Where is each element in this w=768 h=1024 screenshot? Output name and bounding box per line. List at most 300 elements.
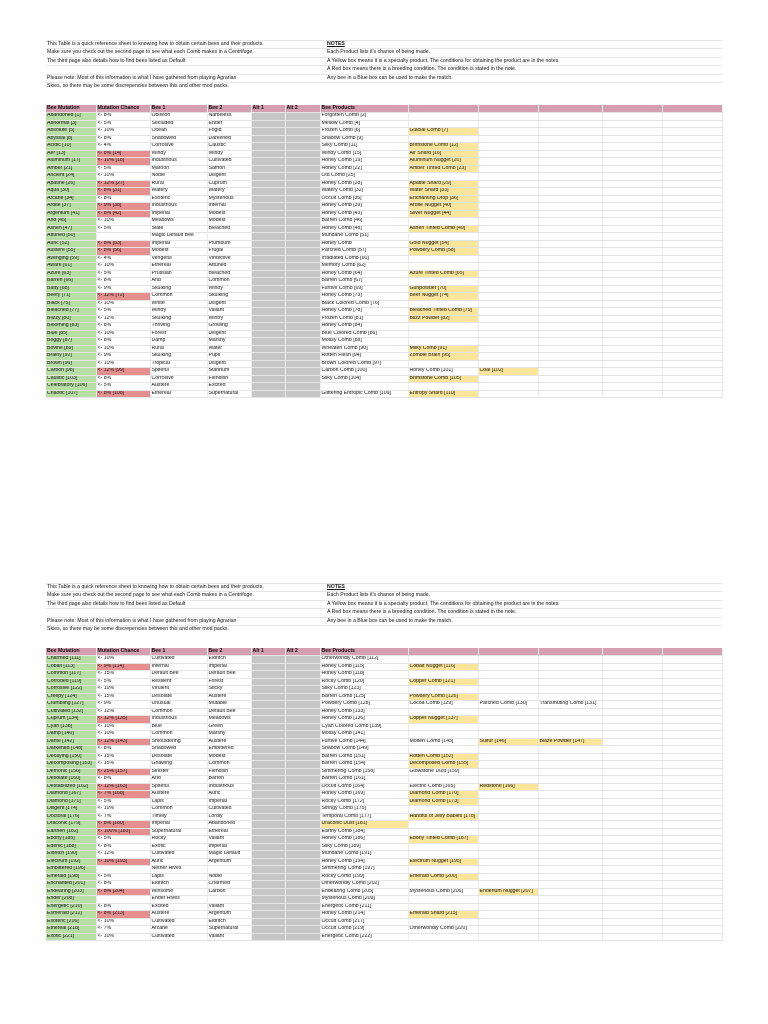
alt2-cell xyxy=(285,240,320,248)
info-row xyxy=(46,40,722,48)
bee-product-cell: Cyan Colored Comb [139] xyxy=(320,723,408,731)
alt1-cell xyxy=(251,218,285,226)
note-text: Any bee in a Blue box can be used to make the match. xyxy=(327,74,453,81)
bee-product-cell xyxy=(602,240,662,248)
alt2-cell xyxy=(285,338,320,346)
alt2-cell xyxy=(285,113,320,121)
mutation-chance-cell: <- 8% [204] xyxy=(96,888,150,896)
table-row xyxy=(46,218,722,226)
notes-title: NOTES xyxy=(327,41,345,47)
bee-mutation-cell: Ethereal [218] xyxy=(46,926,96,934)
bee-product-cell xyxy=(478,911,538,919)
table-row xyxy=(46,195,722,203)
bee-product-cell xyxy=(662,708,722,716)
bee-mutation-cell: Charmed [111] xyxy=(46,656,96,664)
alt2-cell xyxy=(285,881,320,889)
mutation-chance-cell: <- 15% xyxy=(96,693,150,701)
table-row xyxy=(46,731,722,739)
info-block xyxy=(46,40,722,90)
alt1-cell xyxy=(251,165,285,173)
bee-product-cell xyxy=(602,708,662,716)
bee-product-cell xyxy=(538,693,602,701)
intro-text: This Table is a quick reference sheet to knowing how to obtain certain bees and their products. xyxy=(47,584,264,590)
bee-product-cell: Ashen Tinted Comb [49] xyxy=(408,225,478,233)
bee1-cell: Austere xyxy=(150,383,207,391)
mutation-chance-cell: <- 8% [108] xyxy=(96,390,150,398)
mutation-chance-cell: <- 10% xyxy=(96,128,150,136)
bee-product-cell xyxy=(408,338,478,346)
info-row xyxy=(46,74,722,82)
alt2-cell xyxy=(285,165,320,173)
bee-product-cell xyxy=(662,813,722,821)
bee2-cell: Skulking xyxy=(207,293,251,301)
column-header xyxy=(602,105,662,113)
bee-product-cell xyxy=(538,776,602,784)
bee-product-cell xyxy=(602,390,662,398)
bee1-cell: Industrious xyxy=(150,203,207,211)
bee-product-cell xyxy=(662,150,722,158)
table-row xyxy=(46,233,722,241)
bee-product-cell xyxy=(408,120,478,128)
bee-mutation-cell: Cobalt [113] xyxy=(46,663,96,671)
bee-product-cell xyxy=(478,240,538,248)
table-row xyxy=(46,293,722,301)
bee-product-cell xyxy=(602,828,662,836)
alt1-cell xyxy=(251,701,285,709)
bee-product-cell: Mossy Comb [88] xyxy=(320,338,408,346)
alt2-cell xyxy=(285,375,320,383)
alt1-cell xyxy=(251,746,285,754)
bee-product-cell xyxy=(602,761,662,769)
bee-product-cell xyxy=(478,716,538,724)
mutation-chance-cell: <- 8% xyxy=(96,278,150,286)
bee1-cell: Cultivated xyxy=(150,918,207,926)
bee-product-cell xyxy=(662,143,722,151)
bee2-cell: Plumbum xyxy=(207,240,251,248)
column-header: Bee 1 xyxy=(150,648,207,656)
bee-product-cell xyxy=(662,656,722,664)
bee-product-cell xyxy=(662,746,722,754)
alt1-cell xyxy=(251,911,285,919)
bee-product-cell: Rocky Comb [199] xyxy=(320,873,408,881)
bee-product-cell: Honey Comb [101] xyxy=(408,368,478,376)
alt2-cell xyxy=(285,255,320,263)
alt1-cell xyxy=(251,768,285,776)
bee-product-cell xyxy=(408,843,478,851)
alt2-cell xyxy=(285,285,320,293)
bee-product-cell xyxy=(478,315,538,323)
table-row xyxy=(46,255,722,263)
info-row xyxy=(46,57,722,65)
table-row xyxy=(46,828,722,836)
bee-product-cell xyxy=(538,150,602,158)
mutation-chance-cell: <- 10% xyxy=(96,686,150,694)
bee-product-cell: Honey Comb [39] xyxy=(320,203,408,211)
bee-product-cell: Aluminum Nugget [20] xyxy=(408,158,478,166)
bee-product-cell: Blaze Powder [147] xyxy=(538,738,602,746)
column-header: Bee Products xyxy=(320,648,408,656)
table-row xyxy=(46,798,722,806)
mutation-chance-cell: <- 5% xyxy=(96,873,150,881)
bee-product-cell xyxy=(538,248,602,256)
mutation-chance-cell: <- 5% xyxy=(96,270,150,278)
bee-product-cell: Enderium Nugget [207] xyxy=(478,888,538,896)
mutation-chance-cell: <- 12% [143] xyxy=(96,738,150,746)
mutation-chance-cell: <- 7% [168] xyxy=(96,791,150,799)
table-row xyxy=(46,128,722,136)
bee1-cell: Magic Default Bee xyxy=(150,233,207,241)
bee-product-cell xyxy=(662,731,722,739)
bee-product-cell xyxy=(662,240,722,248)
bee-mutation-cell: Bovine [89] xyxy=(46,345,96,353)
intro-text: Skies, so there may be some discrepencies between this and other mod packs. xyxy=(47,82,229,89)
alt1-cell xyxy=(251,738,285,746)
bee-product-cell: Brimstone Comb [12] xyxy=(408,143,478,151)
mutation-chance-cell: <- 10% xyxy=(96,806,150,814)
bee-product-cell xyxy=(538,761,602,769)
bee-product-cell xyxy=(538,383,602,391)
bee-mutation-cell: Bleached [77] xyxy=(46,308,96,316)
bee-product-cell xyxy=(408,881,478,889)
bee-product-cell: Honey Comb [43] xyxy=(320,210,408,218)
bee1-cell: Cultivated xyxy=(150,656,207,664)
bee2-cell: Stannum xyxy=(207,368,251,376)
bee-product-cell: Occult Comb [219] xyxy=(320,926,408,934)
bee-mutation-cell: Cuprum [134] xyxy=(46,716,96,724)
bee-product-cell xyxy=(478,150,538,158)
alt1-cell xyxy=(251,345,285,353)
bee-product-cell xyxy=(662,761,722,769)
alt1-cell xyxy=(251,828,285,836)
bee1-cell: Exotic xyxy=(150,843,207,851)
bee-product-cell: Gold Nugget [54] xyxy=(408,240,478,248)
bee-product-cell xyxy=(602,911,662,919)
bee-product-cell: Black Colored Comb [76] xyxy=(320,300,408,308)
bee-mutation-cell: Decomposing [153] xyxy=(46,761,96,769)
alt2-cell xyxy=(285,128,320,136)
table-row xyxy=(46,330,722,338)
bee-product-cell xyxy=(478,813,538,821)
bee-mutation-cell: Diamond [167] xyxy=(46,791,96,799)
bee-product-cell xyxy=(662,353,722,361)
bee-product-cell: Powdery Comb [58] xyxy=(408,248,478,256)
bee-product-cell: Furtive Comb [69] xyxy=(320,285,408,293)
alt1-cell xyxy=(251,708,285,716)
bee-product-cell: Occult Comb [164] xyxy=(320,783,408,791)
bee-product-cell xyxy=(662,345,722,353)
note-text: Any bee in a Blue box can be used to make the match. xyxy=(327,617,453,624)
bee1-cell: Infernal xyxy=(150,663,207,671)
alt2-cell xyxy=(285,315,320,323)
bee-product-cell xyxy=(602,753,662,761)
alt2-cell xyxy=(285,836,320,844)
bee-product-cell xyxy=(478,903,538,911)
bee-product-cell xyxy=(602,686,662,694)
bee-product-cell xyxy=(538,353,602,361)
intro-text: Make sure you check out the second page to see what each Comb makes in a Centrifuge. xyxy=(47,49,254,56)
table-row xyxy=(46,896,722,904)
bee2-cell: Valiant xyxy=(207,933,251,941)
bee2-cell: Magic Default xyxy=(207,851,251,859)
bee-mutation-cell: Esoteric [216] xyxy=(46,918,96,926)
bee-mutation-cell: Desolate [160] xyxy=(46,776,96,784)
bee-product-cell xyxy=(662,293,722,301)
bee-product-cell: Occult Comb [35] xyxy=(320,195,408,203)
bee-product-cell: Zombie Brain [95] xyxy=(408,353,478,361)
bee-product-cell xyxy=(662,263,722,271)
bee-product-cell xyxy=(538,308,602,316)
bee2-cell: Cultivated xyxy=(207,806,251,814)
column-header: Mutation Chance xyxy=(96,105,150,113)
bee-product-cell xyxy=(602,851,662,859)
info-row xyxy=(46,608,722,616)
bee-mutation-cell: Abyssal [8] xyxy=(46,135,96,143)
bee-product-cell xyxy=(662,888,722,896)
alt2-cell xyxy=(285,195,320,203)
bee-product-cell xyxy=(320,383,408,391)
table-row xyxy=(46,686,722,694)
bee-product-cell xyxy=(408,828,478,836)
bee-product-cell xyxy=(602,716,662,724)
bee-product-cell: Barren Comb [161] xyxy=(320,776,408,784)
bee-product-cell xyxy=(602,158,662,166)
bee-product-cell: Electrum Nugget [195] xyxy=(408,858,478,866)
bee2-cell: Embittered xyxy=(207,746,251,754)
bee-mutation-cell: Esmerald [212] xyxy=(46,911,96,919)
bee-product-cell xyxy=(478,330,538,338)
table-row xyxy=(46,821,722,829)
alt2-cell xyxy=(285,708,320,716)
bee2-cell: Default Bee xyxy=(207,708,251,716)
bee-product-cell xyxy=(408,330,478,338)
bee-product-cell xyxy=(478,173,538,181)
alt2-cell xyxy=(285,278,320,286)
table-row xyxy=(46,761,722,769)
bee-product-cell xyxy=(662,323,722,331)
bee-product-cell xyxy=(478,263,538,271)
bee-product-cell xyxy=(662,806,722,814)
mutation-chance-cell: <- 8% [31] xyxy=(96,188,150,196)
bee-product-cell xyxy=(538,135,602,143)
bee-product-cell xyxy=(478,338,538,346)
bee-mutation-cell: Common [117] xyxy=(46,671,96,679)
bee-product-cell xyxy=(662,218,722,226)
mutation-chance-cell: <- 10% xyxy=(96,360,150,368)
bee2-cell: Water xyxy=(207,345,251,353)
bee-product-cell xyxy=(662,768,722,776)
bee-product-cell xyxy=(602,888,662,896)
table-row xyxy=(46,701,722,709)
alt2-cell xyxy=(285,120,320,128)
bee-product-cell xyxy=(408,806,478,814)
bee-product-cell xyxy=(538,293,602,301)
bee-product-cell: Endearing Comb [205] xyxy=(320,888,408,896)
alt2-cell xyxy=(285,345,320,353)
bee-product-cell xyxy=(662,278,722,286)
bee-product-cell xyxy=(478,678,538,686)
bee-product-cell: Watery Comb [32] xyxy=(320,188,408,196)
bee-product-cell xyxy=(538,263,602,271)
bee-product-cell: Ardite Nugget [40] xyxy=(408,203,478,211)
table-row xyxy=(46,120,722,128)
intro-text: The third page also details how to find bees listed as Default xyxy=(47,57,186,64)
bee-mutation-cell: Batty [68] xyxy=(46,285,96,293)
bee-mutation-cell: Aer [13] xyxy=(46,150,96,158)
mutation-chance-cell: <- 9% xyxy=(96,701,150,709)
bee-product-cell: Occult Comb [217] xyxy=(320,918,408,926)
bee2-cell: Green xyxy=(207,723,251,731)
bee-product-cell xyxy=(602,263,662,271)
bee-product-cell: Honey Comb [186] xyxy=(320,836,408,844)
bee-product-cell xyxy=(538,270,602,278)
bee-product-cell xyxy=(408,135,478,143)
bee1-cell: Common xyxy=(150,293,207,301)
alt2-cell xyxy=(285,918,320,926)
alt2-cell xyxy=(285,851,320,859)
mutation-chance-cell: <- 8% [42] xyxy=(96,210,150,218)
bee1-cell: Forest xyxy=(150,330,207,338)
bee-product-cell xyxy=(602,345,662,353)
bee-product-cell xyxy=(538,731,602,739)
bee-mutation-cell: Edenic [188] xyxy=(46,843,96,851)
bee-product-cell xyxy=(602,300,662,308)
bee-product-cell xyxy=(602,678,662,686)
bee1-cell: Skulking xyxy=(150,315,207,323)
bee-product-cell xyxy=(478,933,538,941)
table-row xyxy=(46,933,722,941)
bee-product-cell: Bleached Tinted Comb [79] xyxy=(408,308,478,316)
bee2-cell: Eldritch xyxy=(207,918,251,926)
mutation-chance-cell: <- 4% xyxy=(96,143,150,151)
bee-product-cell xyxy=(538,716,602,724)
table-row xyxy=(46,843,722,851)
bee-mutation-cell: Darkened [148] xyxy=(46,746,96,754)
mutation-chance-cell: <- 5% xyxy=(96,798,150,806)
bee2-cell: Argentum xyxy=(207,911,251,919)
bee1-cell: Watery xyxy=(150,188,207,196)
bee2-cell: Abandoned xyxy=(207,821,251,829)
bee-table xyxy=(46,105,723,398)
alt2-cell xyxy=(285,270,320,278)
bee-product-cell: Honey Comb [136] xyxy=(320,716,408,724)
bee-product-cell xyxy=(662,180,722,188)
column-header: Bee 1 xyxy=(150,105,207,113)
bee-product-cell xyxy=(602,866,662,874)
bee-mutation-cell: Electrum [192] xyxy=(46,858,96,866)
bee-product-cell xyxy=(662,173,722,181)
bee2-cell: Cuprum xyxy=(207,180,251,188)
alt1-cell xyxy=(251,383,285,391)
bee-mutation-cell: Attuned [50] xyxy=(46,233,96,241)
mutation-chance-cell xyxy=(96,896,150,904)
bee-product-cell xyxy=(538,225,602,233)
mutation-chance-cell: <- 12% xyxy=(96,315,150,323)
table-row xyxy=(46,791,722,799)
info-row xyxy=(46,591,722,599)
column-header xyxy=(538,648,602,656)
bee-product-cell xyxy=(602,843,662,851)
bee-product-cell xyxy=(478,210,538,218)
bee-product-cell xyxy=(538,120,602,128)
bee1-cell: Noble xyxy=(150,173,207,181)
note-text: A Yellow box means it is a specialty product. The conditions for obtaining the product are in the notes. xyxy=(327,57,560,64)
table-row xyxy=(46,135,722,143)
column-header: Bee Mutation xyxy=(46,105,96,113)
bee2-cell: Frugal xyxy=(207,248,251,256)
bee-product-cell: Barren Comb [151] xyxy=(320,753,408,761)
intro-text: Please note: Most of this information is what I have gathered from playing Agrarian xyxy=(47,617,237,624)
bee1-cell: Ethereal xyxy=(150,390,207,398)
alt1-cell xyxy=(251,881,285,889)
table-row xyxy=(46,143,722,151)
column-header: Alt 2 xyxy=(285,105,320,113)
bee-product-cell: Honey Comb [133] xyxy=(320,708,408,716)
bee-product-cell xyxy=(662,843,722,851)
bee-product-cell xyxy=(602,663,662,671)
bee2-cell: Growing xyxy=(207,323,251,331)
table-row xyxy=(46,851,722,859)
bee-product-cell xyxy=(538,158,602,166)
table-row xyxy=(46,903,722,911)
bee-product-cell xyxy=(408,671,478,679)
bee-product-cell xyxy=(662,798,722,806)
mutation-chance-cell xyxy=(96,233,150,241)
alt2-cell xyxy=(285,798,320,806)
info-row xyxy=(46,48,722,56)
alt2-cell xyxy=(285,210,320,218)
bee2-cell: Infernal xyxy=(207,203,251,211)
bee-product-cell xyxy=(662,851,722,859)
alt2-cell xyxy=(285,678,320,686)
table-row xyxy=(46,300,722,308)
alt1-cell xyxy=(251,173,285,181)
bee-product-cell xyxy=(602,188,662,196)
bee-product-cell xyxy=(408,300,478,308)
bee-product-cell: Temporal Comb [177] xyxy=(320,813,408,821)
bee-product-cell xyxy=(478,165,538,173)
column-header xyxy=(662,648,722,656)
alt1-cell xyxy=(251,918,285,926)
bee-product-cell xyxy=(408,383,478,391)
bee-product-cell xyxy=(538,278,602,286)
bee-mutation-cell: Brown [96] xyxy=(46,360,96,368)
bee1-cell: Windy xyxy=(150,150,207,158)
alt2-cell xyxy=(285,753,320,761)
bee-product-cell xyxy=(478,278,538,286)
bee-mutation-cell: Corrosive [122] xyxy=(46,686,96,694)
info-row xyxy=(46,82,722,90)
bee-product-cell xyxy=(602,330,662,338)
bee-product-cell xyxy=(602,806,662,814)
alt1-cell xyxy=(251,278,285,286)
bee-product-cell xyxy=(602,693,662,701)
bee-product-cell xyxy=(662,686,722,694)
mutation-chance-cell: <- 4% xyxy=(96,255,150,263)
bee-product-cell xyxy=(662,933,722,941)
bee-mutation-cell: Caustic [103] xyxy=(46,375,96,383)
bee-product-cell xyxy=(538,821,602,829)
bee-product-cell xyxy=(538,828,602,836)
bee1-cell: Lapis xyxy=(150,873,207,881)
bee-product-cell xyxy=(602,338,662,346)
bee-product-cell xyxy=(538,911,602,919)
bee-product-cell xyxy=(408,746,478,754)
alt2-cell xyxy=(285,188,320,196)
bee-mutation-cell: Aware [61] xyxy=(46,263,96,271)
bee1-cell: Rural xyxy=(150,180,207,188)
bee-mutation-cell: Ashen [47] xyxy=(46,225,96,233)
bee1-cell: Secluded xyxy=(150,120,207,128)
